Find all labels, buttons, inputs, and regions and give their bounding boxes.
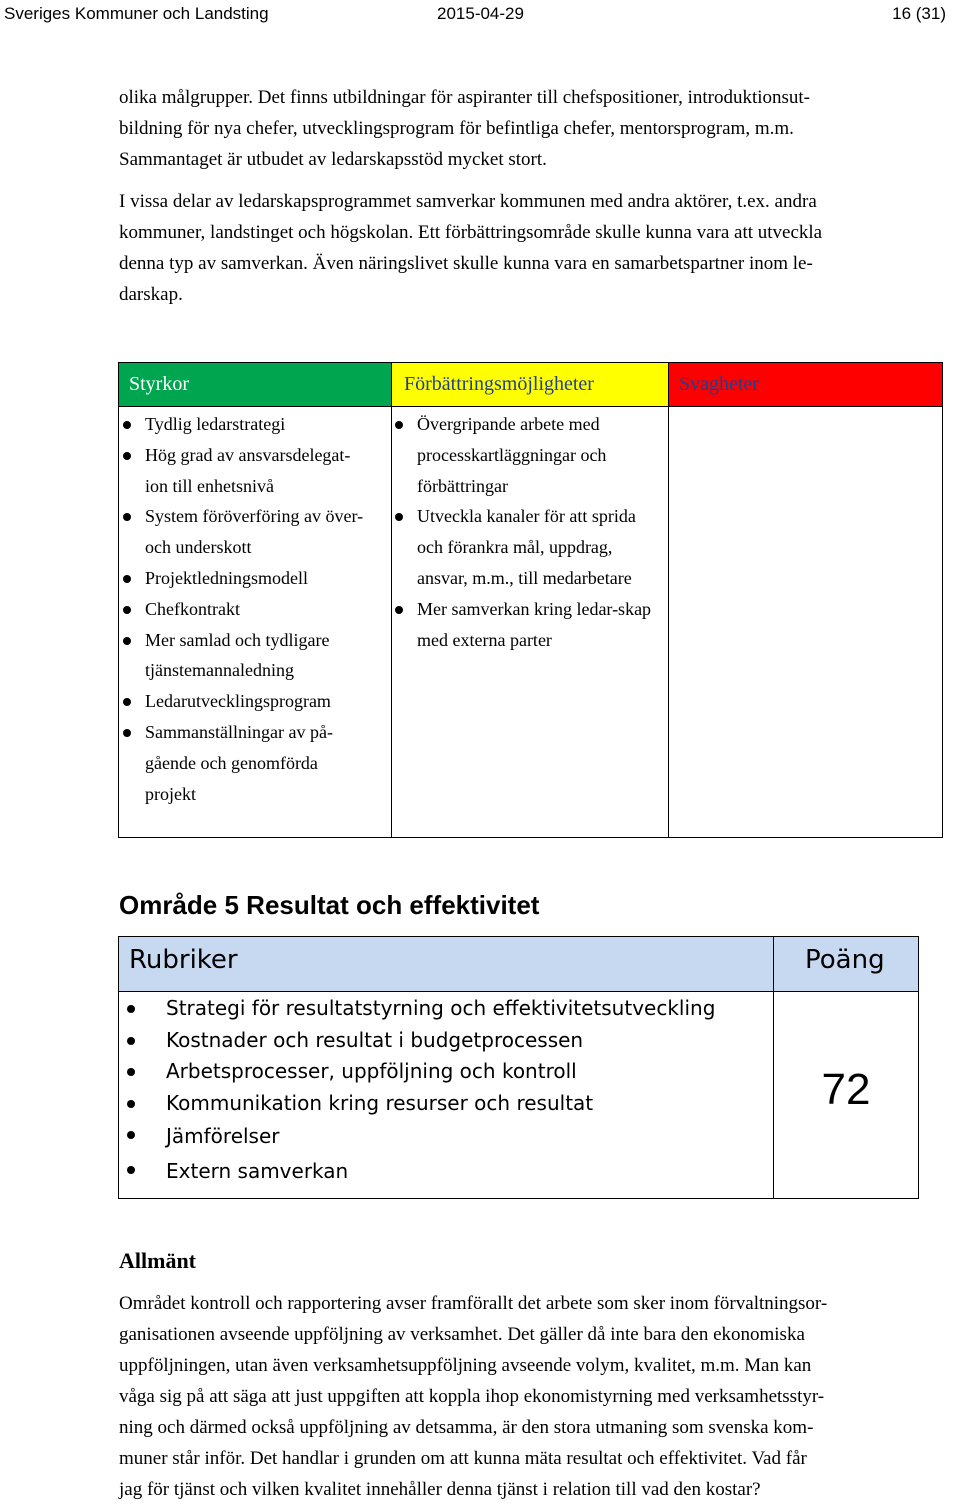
general-paragraph (119, 1288, 959, 1505)
area-table (118, 936, 919, 1199)
improvements-header: Förbättringsmöjligheter (391, 363, 668, 407)
text-line: ning och därmed också uppföljning av detsamma, är den stora utmaning som svenska kom- (119, 1417, 814, 1438)
list-item: Ledarutvecklingsprogram (119, 686, 369, 717)
text-line: bildning för nya chefer, utvecklingsprogram för befintliga chefer, mentorsprogram, m.m. (119, 118, 794, 139)
general-heading: Allmänt (119, 1248, 196, 1273)
list-item: Hög grad av ansvarsdelegat-ion till enhetsnivå (119, 440, 369, 502)
intro-paragraph (119, 82, 959, 175)
list-item: Extern samverkan (119, 1154, 715, 1189)
text-line: olika målgrupper. Det finns utbildningar för aspiranter till chefspositioner, introduktionsut- (119, 87, 811, 108)
strengths-list (119, 409, 369, 809)
list-item: Kostnader och resultat i budgetprocessen (119, 1025, 715, 1057)
column-divider (668, 407, 669, 837)
text-line: jag för tjänst och vilken kvalitet innehåller denna tjänst i relation till vad den kostar? (119, 1479, 761, 1500)
text-line: uppföljningen, utan även verksamhetsuppföljning avseende volym, kvalitet, m.m. Man kan (119, 1355, 812, 1376)
header-date: 2015-04-29 (437, 4, 524, 23)
list-item: System föröverföring av över- och underskott (119, 501, 369, 563)
list-item: Strategi för resultatstyrning och effektivitetsutveckling (119, 993, 715, 1025)
collaboration-paragraph (119, 186, 959, 310)
list-item: Mer samverkan kring ledar-skap med externa parter (391, 594, 661, 656)
header-organization: Sveriges Kommuner och Landsting (4, 4, 269, 23)
text-line: kommuner, landstinget och högskolan. Ett förbättringsområde skulle kunna vara att utveckla (119, 222, 823, 243)
text-line: ganisationen avseende uppföljning av verksamhet. Det gäller då inte bara den ekonomiska (119, 1324, 805, 1345)
improvements-list (391, 409, 661, 655)
text-line: darskap. (119, 284, 183, 305)
list-item: Arbetsprocesser, uppföljning och kontroll (119, 1056, 715, 1088)
text-line: våga sig på att säga att just uppgiften att koppla ihop ekonomistyrning med verksamhetsstyr- (119, 1386, 825, 1407)
score-header: Poäng (805, 945, 885, 975)
rubriker-list (119, 993, 715, 1189)
rubriker-header: Rubriker (129, 945, 238, 975)
text-line: Sammantaget är utbudet av ledarskapsstöd mycket stort. (119, 149, 547, 170)
header-page-number: 16 (31) (892, 4, 946, 23)
list-item: Tydlig ledarstrategi (119, 409, 369, 440)
list-item: Chefkontrakt (119, 594, 369, 625)
swot-table (118, 362, 943, 838)
list-item: Jämförelser (119, 1119, 715, 1154)
text-line: Området kontroll och rapportering avser framförallt det arbete som sker inom förvaltningsor- (119, 1293, 828, 1314)
list-item: Sammanställningar av på-gående och genomförda projekt (119, 717, 369, 809)
list-item: Övergripande arbete med processkartläggningar och förbättringar (391, 409, 661, 501)
area-header-row (119, 937, 918, 992)
list-item: Kommunikation kring resurser och resultat (119, 1088, 715, 1120)
score-value: 72 (821, 1065, 871, 1114)
page-header (0, 0, 960, 32)
text-line: muner står inför. Det handlar i grunden om att kunna mäta resultat och effektivitet. Vad får (119, 1448, 807, 1469)
list-item: Utveckla kanaler för att sprida och förankra mål, uppdrag, ansvar, m.m., till medarbetare (391, 501, 661, 593)
strengths-header: Styrkor (119, 363, 391, 407)
text-line: denna typ av samverkan. Även näringslivet skulle kunna vara en samarbetspartner inom le- (119, 253, 813, 274)
weaknesses-header: Svagheter (668, 363, 942, 407)
list-item: Projektledningsmodell (119, 563, 369, 594)
list-item: Mer samlad och tydligare tjänstemannaledning (119, 625, 369, 687)
area-title: Område 5 Resultat och effektivitet (119, 890, 540, 920)
text-line: I vissa delar av ledarskapsprogrammet samverkar kommunen med andra aktörer, t.ex. andra (119, 191, 817, 212)
